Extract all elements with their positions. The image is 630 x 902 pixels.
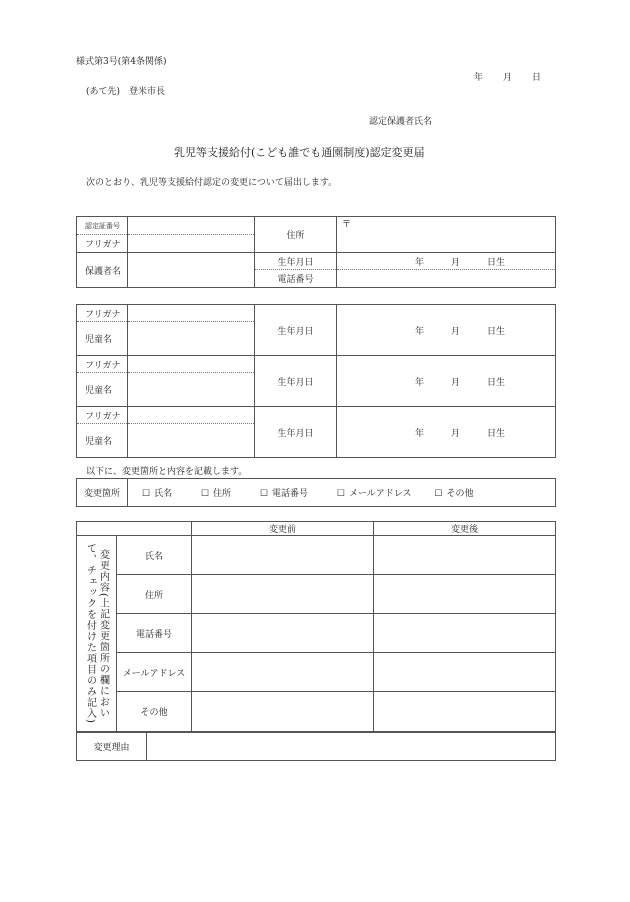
change-points-table [76, 478, 556, 507]
child2-name-label: 児童名 [77, 373, 128, 407]
checkbox-icon: ☐ [336, 489, 345, 499]
guardian-name-label: 保護者名 [77, 253, 128, 288]
row-address-label: 住所 [117, 575, 192, 614]
option-name[interactable]: ☐ 氏名 [142, 489, 173, 499]
postal-mark: 〒 [342, 220, 352, 230]
change-content-side-label: 変更内容(上記変更箇所の欄において、チェックを付けた項目のみ記入) [77, 536, 117, 732]
form-number: 様式第3号(第4条関係) [76, 57, 167, 67]
row-other-label: その他 [117, 692, 192, 732]
date-year-label: 年 [474, 73, 484, 83]
child3-name-field[interactable] [128, 424, 255, 458]
address-field[interactable] [337, 217, 556, 253]
child1-furigana-label: フリガナ [77, 305, 128, 322]
row-name-label: 氏名 [117, 536, 192, 575]
applicant-name-label: 認定保護者氏名 [369, 117, 433, 127]
checkbox-icon: ☐ [200, 489, 210, 499]
child3-birth-field[interactable]: 年 月 日生 [337, 407, 556, 458]
guardian-birth-label: 生年月日 [255, 253, 337, 270]
guardian-table [76, 216, 556, 288]
child2-furigana-field[interactable] [128, 356, 255, 373]
change-points-label: 変更箇所 [77, 479, 128, 507]
child1-birth-field[interactable]: 年 月 日生 [337, 305, 556, 356]
child2-name-field[interactable] [128, 373, 255, 407]
phone-after-field[interactable] [374, 614, 556, 653]
guardian-name-field[interactable] [128, 253, 255, 288]
child3-furigana-field[interactable] [128, 407, 255, 424]
name-after-field[interactable] [374, 536, 556, 575]
child2-birth-field[interactable]: 年 月 日生 [337, 356, 556, 407]
row-email-label: メールアドレス [117, 653, 192, 692]
checkbox-icon: ☐ [259, 489, 269, 499]
change-note: 以下に、変更箇所と内容を記載します。 [86, 467, 248, 477]
reason-label: 変更理由 [77, 733, 147, 761]
phone-label: 電話番号 [255, 270, 337, 288]
email-before-field[interactable] [192, 653, 374, 692]
cert-number-label: 認定証番号 [77, 217, 128, 235]
child2-furigana-label: フリガナ [77, 356, 128, 373]
child1-birth-label: 生年月日 [255, 305, 337, 356]
option-email[interactable]: ☐ メールアドレス [336, 489, 412, 499]
phone-before-field[interactable] [192, 614, 374, 653]
address-label: 住所 [255, 217, 337, 253]
address-after-field[interactable] [374, 575, 556, 614]
option-other[interactable]: ☐ その他 [434, 489, 474, 499]
change-points-options [128, 479, 556, 507]
name-before-field[interactable] [192, 536, 374, 575]
guardian-furigana-label: フリガナ [77, 235, 128, 253]
child1-name-field[interactable] [128, 322, 255, 356]
child1-furigana-field[interactable] [128, 305, 255, 322]
addressee: (あて先) 登米市長 [86, 87, 166, 97]
reason-field[interactable] [147, 733, 556, 761]
option-address[interactable]: ☐ 住所 [200, 489, 232, 499]
child2-birth-label: 生年月日 [255, 356, 337, 407]
after-header: 変更後 [374, 522, 556, 536]
row-phone-label: 電話番号 [117, 614, 192, 653]
other-after-field[interactable] [374, 692, 556, 732]
before-header: 変更前 [192, 522, 374, 536]
address-before-field[interactable] [192, 575, 374, 614]
child1-name-label: 児童名 [77, 322, 128, 356]
guardian-furigana-field[interactable] [128, 235, 255, 253]
cert-number-field[interactable] [128, 217, 255, 235]
child3-furigana-label: フリガナ [77, 407, 128, 424]
email-after-field[interactable] [374, 653, 556, 692]
form-title: 乳児等支援給付(こども誰でも通園制度)認定変更届 [174, 146, 425, 159]
other-before-field[interactable] [192, 692, 374, 732]
guardian-birth-field[interactable]: 年 月 日生 [337, 253, 556, 270]
reason-table [76, 732, 556, 761]
header-blank [77, 522, 192, 536]
child3-birth-label: 生年月日 [255, 407, 337, 458]
date-day-label: 日 [532, 73, 542, 83]
option-phone[interactable]: ☐ 電話番号 [259, 489, 309, 499]
date-month-label: 月 [503, 73, 513, 83]
phone-field[interactable] [337, 270, 556, 288]
change-detail-table [76, 521, 556, 732]
child3-name-label: 児童名 [77, 424, 128, 458]
checkbox-icon: ☐ [434, 489, 443, 499]
checkbox-icon: ☐ [142, 489, 151, 499]
children-table [76, 304, 556, 458]
intro-text: 次のとおり、乳児等支援給付認定の変更について届出します。 [86, 178, 338, 188]
